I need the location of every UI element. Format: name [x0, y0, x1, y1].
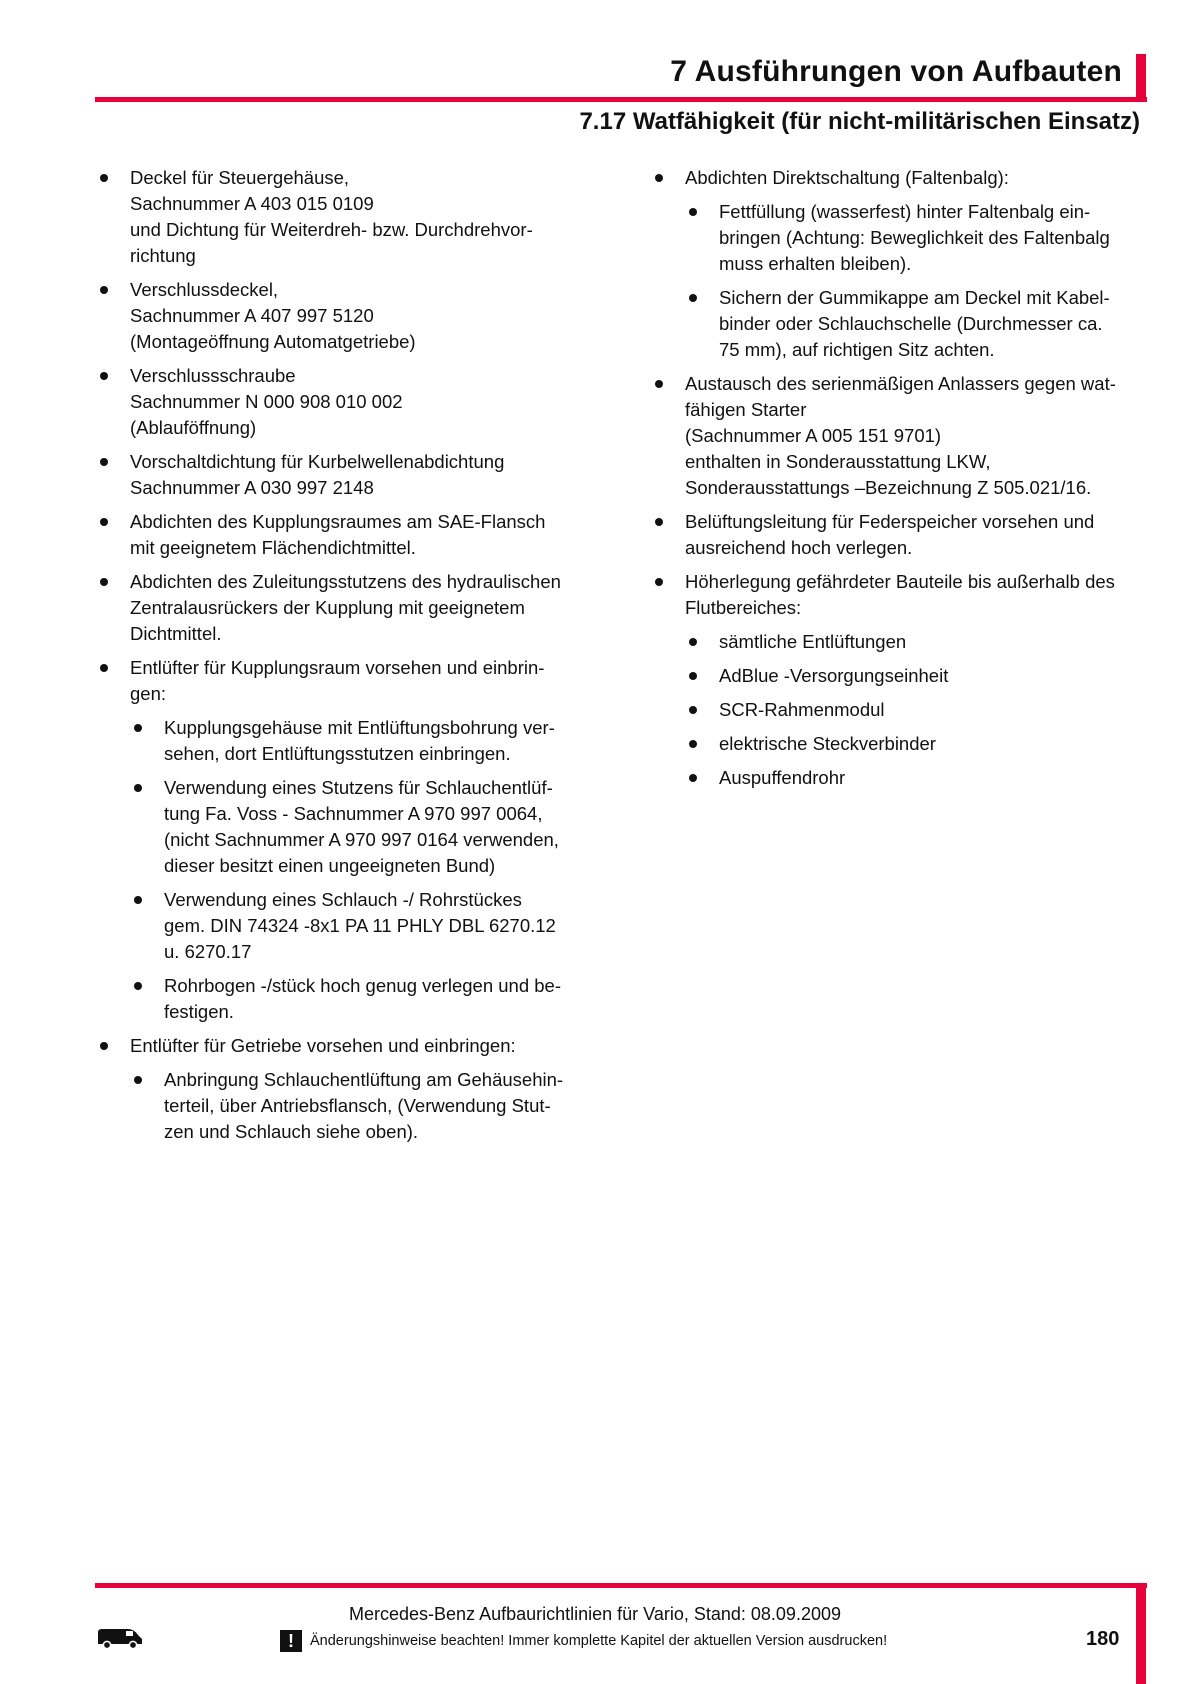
list-item-text: elektrische Steckverbinder	[719, 733, 936, 754]
sub-list	[130, 715, 590, 1025]
list-item-text: Fettfüllung (wasserfest) hinter Faltenbalg ein-	[719, 201, 1091, 222]
list-item-text: SCR-Rahmenmodul	[719, 699, 885, 720]
list-item	[685, 371, 1155, 501]
section-title: 7.17 Watfähigkeit (für nicht-militärischen Einsatz)	[579, 108, 1140, 135]
list-item	[719, 199, 1155, 277]
list-item-text: Sachnummer A 030 997 2148	[130, 477, 374, 498]
list-item	[130, 277, 590, 355]
list-item-text: Deckel für Steuergehäuse,	[130, 167, 350, 188]
list-item-text: Kupplungsgehäuse mit Entlüftungsbohrung ver-	[164, 717, 555, 738]
list-item-text: Rohrbogen -/stück hoch genug verlegen und be-	[164, 975, 561, 996]
list-item-text: Sonderausstattungs –Bezeichnung Z 505.021/16.	[685, 477, 1092, 498]
list-item-text: Entlüfter für Getriebe vorsehen und einbringen:	[130, 1035, 516, 1056]
list-item-text: Höherlegung gefährdeter Bauteile bis außerhalb des	[685, 571, 1115, 592]
list-item	[164, 887, 590, 965]
list-item	[164, 973, 590, 1025]
list-item	[130, 1033, 590, 1145]
list-item	[685, 165, 1155, 363]
list-item-text: Sachnummer A 403 015 0109	[130, 193, 374, 214]
header-accent-bar	[1136, 54, 1146, 102]
list-item	[130, 449, 590, 501]
footer-accent-bar	[1136, 1583, 1146, 1684]
list-item	[130, 509, 590, 561]
list-item-text: Abdichten Direktschaltung (Faltenbalg):	[685, 167, 1009, 188]
list-item-text: Sachnummer N 000 908 010 002	[130, 391, 403, 412]
list-item	[719, 697, 1155, 723]
list-item-text: sehen, dort Entlüftungsstutzen einbringen.	[164, 743, 511, 764]
page-number: 180	[1086, 1628, 1120, 1650]
list-item-text: (Sachnummer A 005 151 9701)	[685, 425, 942, 446]
list-item-text: Abdichten des Kupplungsraumes am SAE-Flansch	[130, 511, 546, 532]
list-item	[719, 765, 1155, 791]
list-item-text: Verschlussdeckel,	[130, 279, 279, 300]
list-item-text: Verwendung eines Schlauch -/ Rohrstückes	[164, 889, 522, 910]
list-item	[719, 629, 1155, 655]
list-item-text: gen:	[130, 683, 167, 704]
footer-title: Mercedes-Benz Aufbaurichtlinien für Vario, Stand: 08.09.2009	[349, 1604, 841, 1624]
list-item-text: AdBlue -Versorgungseinheit	[719, 665, 949, 686]
list-item-text: bringen (Achtung: Beweglichkeit des Faltenbalg	[719, 227, 1110, 248]
list-item-text: Zentralausrückers der Kupplung mit geeignetem	[130, 597, 525, 618]
list-item-text: Anbringung Schlauchentlüftung am Gehäusehin-	[164, 1069, 564, 1090]
header-rule	[95, 97, 1147, 102]
list-item-text: u. 6270.17	[164, 941, 252, 962]
list-item-text: 75 mm), auf richtigen Sitz achten.	[719, 339, 995, 360]
list-item	[164, 715, 590, 767]
list-item-text: Verwendung eines Stutzens für Schlauchentlüf-	[164, 777, 553, 798]
list-item-text: enthalten in Sonderausstattung LKW,	[685, 451, 991, 472]
list-item	[719, 731, 1155, 757]
list-item-text: Flutbereiches:	[685, 597, 802, 618]
list-item	[685, 509, 1155, 561]
list-item	[130, 165, 590, 269]
list-item-text: (nicht Sachnummer A 970 997 0164 verwenden,	[164, 829, 559, 850]
footer-note-row	[280, 1630, 887, 1652]
sub-list	[130, 1067, 590, 1145]
list-item-text: terteil, über Antriebsflansch, (Verwendung Stut-	[164, 1095, 551, 1116]
list-item-text: gem. DIN 74324 -8x1 PA 11 PHLY DBL 6270.12	[164, 915, 556, 936]
right-column	[685, 165, 1155, 799]
list-item-text: ausreichend hoch verlegen.	[685, 537, 913, 558]
list-item	[164, 775, 590, 879]
chapter-title: 7 Ausführungen von Aufbauten	[670, 55, 1122, 88]
list-item-text: (Montageöffnung Automatgetriebe)	[130, 331, 416, 352]
list-item-text: und Dichtung für Weiterdreh- bzw. Durchdrehvor-	[130, 219, 533, 240]
list-item	[130, 655, 590, 1025]
sub-list	[685, 199, 1155, 363]
truck-icon	[96, 1626, 144, 1650]
list-item-text: tung Fa. Voss - Sachnummer A 970 997 0064,	[164, 803, 543, 824]
list-item	[130, 363, 590, 441]
footer-note: Änderungshinweise beachten! Immer komplette Kapitel der aktuellen Version ausdrucken!	[310, 1633, 888, 1649]
list-item-text: dieser besitzt einen ungeeigneten Bund)	[164, 855, 496, 876]
list-item-text: zen und Schlauch siehe oben).	[164, 1121, 419, 1142]
left-column	[130, 165, 590, 1153]
list-item-text: muss erhalten bleiben).	[719, 253, 912, 274]
list-item-text: Verschlussschraube	[130, 365, 296, 386]
list-item-text: Sichern der Gummikappe am Deckel mit Kabel-	[719, 287, 1110, 308]
list-item-text: Austausch des serienmäßigen Anlassers gegen wat-	[685, 373, 1116, 394]
list-item	[164, 1067, 590, 1145]
list-item-text: festigen.	[164, 1001, 234, 1022]
list-item	[719, 663, 1155, 689]
list-item-text: Entlüfter für Kupplungsraum vorsehen und einbrin-	[130, 657, 545, 678]
list-item-text: Belüftungsleitung für Federspeicher vorsehen und	[685, 511, 1095, 532]
list-item-text: sämtliche Entlüftungen	[719, 631, 907, 652]
list-item	[130, 569, 590, 647]
list-item-text: Auspuffendrohr	[719, 767, 846, 788]
list-item-text: Abdichten des Zuleitungsstutzens des hydraulischen	[130, 571, 561, 592]
list-item-text: fähigen Starter	[685, 399, 807, 420]
list-item-text: (Ablauföffnung)	[130, 417, 257, 438]
list-item-text: binder oder Schlauchschelle (Durchmesser ca.	[719, 313, 1103, 334]
footer-rule	[95, 1583, 1147, 1588]
sub-list	[685, 629, 1155, 791]
list-item	[685, 569, 1155, 791]
list-item-text: mit geeignetem Flächendichtmittel.	[130, 537, 416, 558]
list-item-text: Dichtmittel.	[130, 623, 222, 644]
list-item-text: Sachnummer A 407 997 5120	[130, 305, 374, 326]
list-item-text: richtung	[130, 245, 196, 266]
list-item-text: Vorschaltdichtung für Kurbelwellenabdichtung	[130, 451, 505, 472]
warning-icon: !	[280, 1630, 302, 1652]
list-item	[719, 285, 1155, 363]
